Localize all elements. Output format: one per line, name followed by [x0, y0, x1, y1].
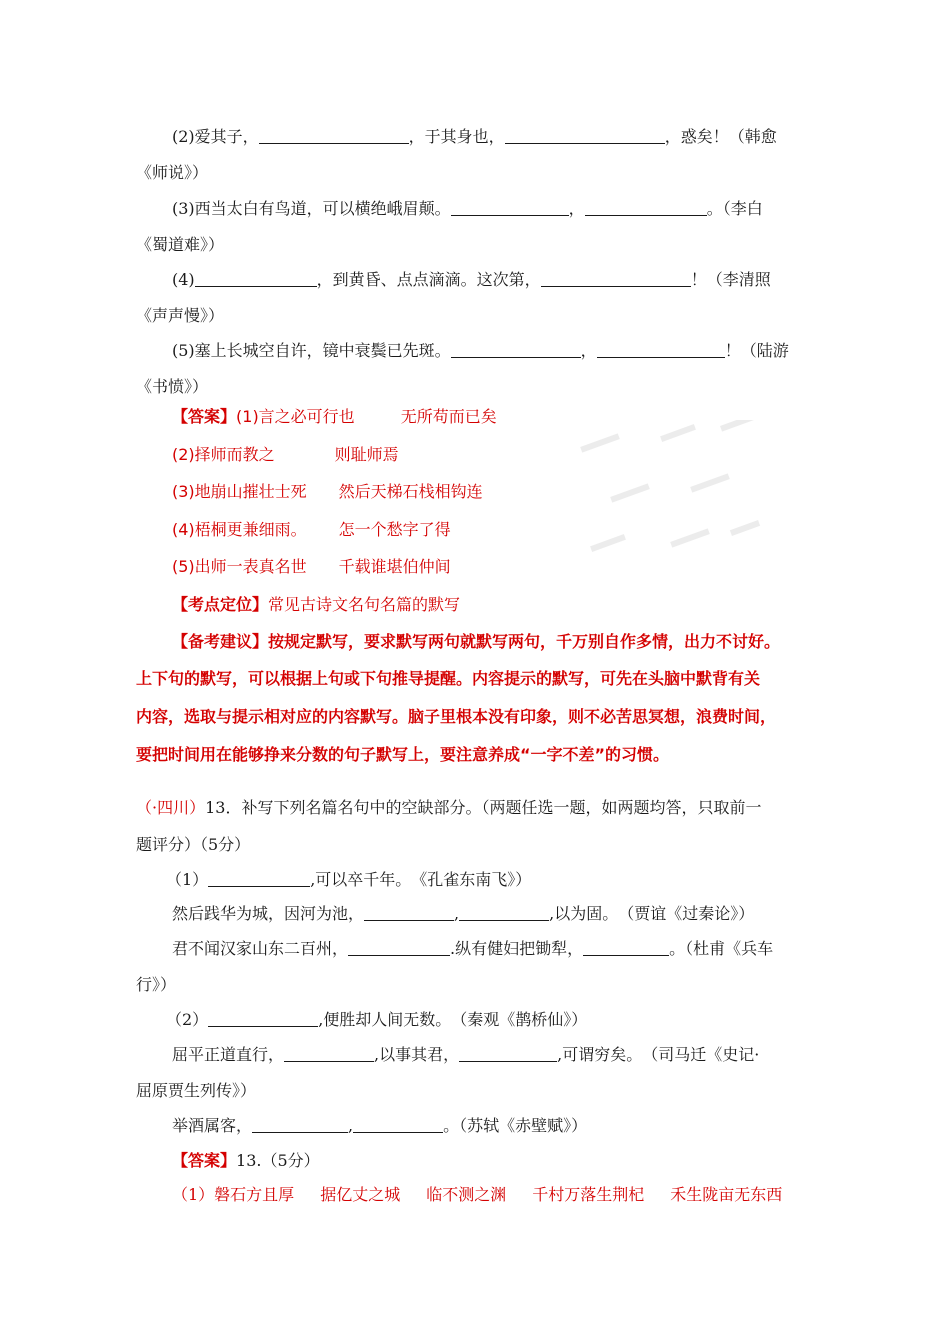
text: ，到黄昏、点点滴滴。这次第，: [316, 270, 541, 289]
text: 举酒属客，: [172, 1116, 253, 1135]
answer-text: 禾生陇亩无东西: [670, 1185, 783, 1204]
text: （1）: [166, 870, 209, 889]
q13-line-2: [172, 903, 754, 925]
q12-item-4-source: 《声声慢》）: [136, 306, 225, 325]
beikao-line-1: [172, 631, 780, 653]
text: ，: [568, 199, 585, 218]
answer-text: 据亿丈之城: [320, 1185, 401, 1204]
kaodian-text: 常见古诗文名句名篇的默写: [268, 595, 461, 614]
fill-blank[interactable]: [585, 199, 707, 216]
q13-title-line-2: 题评分）（5分）: [136, 835, 251, 854]
q12-item-2: [172, 126, 777, 148]
answer-text: 怎一个愁字了得: [338, 520, 451, 539]
answer-12-row-3: [172, 481, 483, 503]
text: ,可以卒千年。 《孔雀东南飞》）: [310, 870, 532, 889]
text: (3)西当太白有鸟道，可以横绝峨眉颠。: [172, 199, 451, 218]
question-title: 13．补写下列名篇名句中的空缺部分。（两题任选一题，如两题均答，只取前一: [205, 798, 762, 817]
text: (2)爱其子，: [172, 127, 259, 146]
q12-item-5: [172, 340, 789, 362]
text: ，于其身也，: [408, 127, 505, 146]
text: ,以为固。 （贾谊《过秦论》）: [549, 904, 755, 923]
answer-text: 千载谁堪伯仲间: [338, 557, 451, 576]
text: .纵有健妇把锄犁，: [450, 939, 584, 958]
fill-blank[interactable]: [284, 1045, 374, 1062]
watermark-marks: [570, 420, 770, 570]
answer-text: 然后天梯石栈相钩连: [338, 482, 483, 501]
fill-blank[interactable]: [541, 270, 691, 287]
beikao-line-4: 要把时间用在能够挣来分数的句子默写上，要注意养成“一字不差”的习惯。: [136, 745, 670, 764]
answer-label: 【答案】: [172, 407, 237, 426]
text: ,: [348, 1116, 354, 1135]
fill-blank[interactable]: [208, 870, 310, 887]
fill-blank[interactable]: [451, 199, 569, 216]
answer-12-row-2: [172, 444, 399, 466]
answer-text: (3)地崩山摧壮士死: [172, 482, 307, 501]
kaodian-label: 【考点定位】: [172, 595, 269, 614]
fill-blank[interactable]: [364, 904, 454, 921]
text: 然后践华为城，因河为池，: [172, 904, 365, 923]
answer-text: (5)出师一表真名世: [172, 557, 307, 576]
text: （2）: [166, 1010, 209, 1029]
answer-13-row: [172, 1184, 782, 1206]
kaodian-line: [172, 594, 460, 616]
q12-item-5-source: 《书愤》）: [136, 377, 209, 396]
q13-line-3-cont: 行》）: [136, 975, 177, 994]
q12-item-4: [172, 269, 771, 291]
beikao-line-3: 内容，选取与提示相对应的内容默写。脑子里根本没有印象，则不必苦思冥想，浪费时间，: [136, 707, 777, 726]
text: (4): [172, 270, 195, 289]
fill-blank[interactable]: [505, 127, 665, 144]
answer-label: 【答案】: [172, 1151, 237, 1170]
answer-head: 13.（5分）: [236, 1151, 320, 1170]
beikao-text: 按规定默写，要求默写两句就默写两句，千万别自作多情，出力不讨好。: [268, 632, 781, 651]
fill-blank[interactable]: [348, 939, 450, 956]
answer-text: 无所苟而已矣: [400, 407, 497, 426]
fill-blank[interactable]: [451, 341, 581, 358]
text: 屈平正道直行，: [172, 1045, 285, 1064]
answer-12-row-1: [172, 406, 497, 428]
q13-title-line: [136, 797, 761, 819]
q13-line-3: [172, 938, 773, 960]
text: 。（杜甫《兵车: [669, 939, 774, 958]
answer-text: (4)梧桐更兼细雨。: [172, 520, 307, 539]
beikao-line-2: 上下句的默写，可以根据上句或下句推导提醒。内容提示的默写，可先在头脑中默背有关: [136, 669, 761, 688]
source-tag: （·四川）: [136, 798, 206, 817]
answer-12-row-5: [172, 556, 451, 578]
text: 。（李白: [706, 199, 763, 218]
text: ！（李清照: [690, 270, 771, 289]
fill-blank[interactable]: [459, 904, 549, 921]
text: ，惑矣！（韩愈: [664, 127, 777, 146]
text: (5)塞上长城空自许，镜中衰鬓已先斑。: [172, 341, 451, 360]
q13-line-1: [166, 869, 531, 891]
text: ！（陆游: [724, 341, 789, 360]
fill-blank[interactable]: [353, 1116, 443, 1133]
fill-blank[interactable]: [583, 939, 669, 956]
text: ,便胜却人间无数。 （秦观《鹊桥仙》）: [318, 1010, 588, 1029]
text: 。（苏轼《赤壁赋》）: [443, 1116, 588, 1135]
text: ,以事其君，: [374, 1045, 460, 1064]
answer-text: 临不测之渊: [426, 1185, 507, 1204]
fill-blank[interactable]: [252, 1116, 348, 1133]
beikao-label: 【备考建议】: [172, 632, 269, 651]
answer-text: 千村万落生荆杞: [532, 1185, 645, 1204]
q13-line-5-cont: 屈原贾生列传》）: [136, 1081, 257, 1100]
answer-text: (2)择师而教之: [172, 445, 275, 464]
q13-line-4: [166, 1009, 587, 1031]
answer-text: (1)言之必可行也: [236, 407, 355, 426]
q12-item-3-source: 《蜀道难》）: [136, 235, 225, 254]
answer-12-row-4: [172, 519, 451, 541]
answer-13-head: [172, 1150, 320, 1172]
text: ,: [454, 904, 460, 923]
fill-blank[interactable]: [208, 1010, 318, 1027]
fill-blank[interactable]: [259, 127, 409, 144]
fill-blank[interactable]: [195, 270, 317, 287]
q12-item-3: [172, 198, 763, 220]
answer-text: （1）磐石方且厚: [172, 1185, 295, 1204]
fill-blank[interactable]: [597, 341, 725, 358]
text: ，: [580, 341, 597, 360]
answer-text: 则耻师焉: [334, 445, 399, 464]
fill-blank[interactable]: [459, 1045, 557, 1062]
text: ,可谓穷矣。 （司马迁《史记·: [557, 1045, 760, 1064]
q12-item-2-source: 《师说》）: [136, 163, 209, 182]
q13-line-6: [172, 1115, 587, 1137]
q13-line-5: [172, 1044, 759, 1066]
text: 君不闻汉家山东二百州，: [172, 939, 349, 958]
